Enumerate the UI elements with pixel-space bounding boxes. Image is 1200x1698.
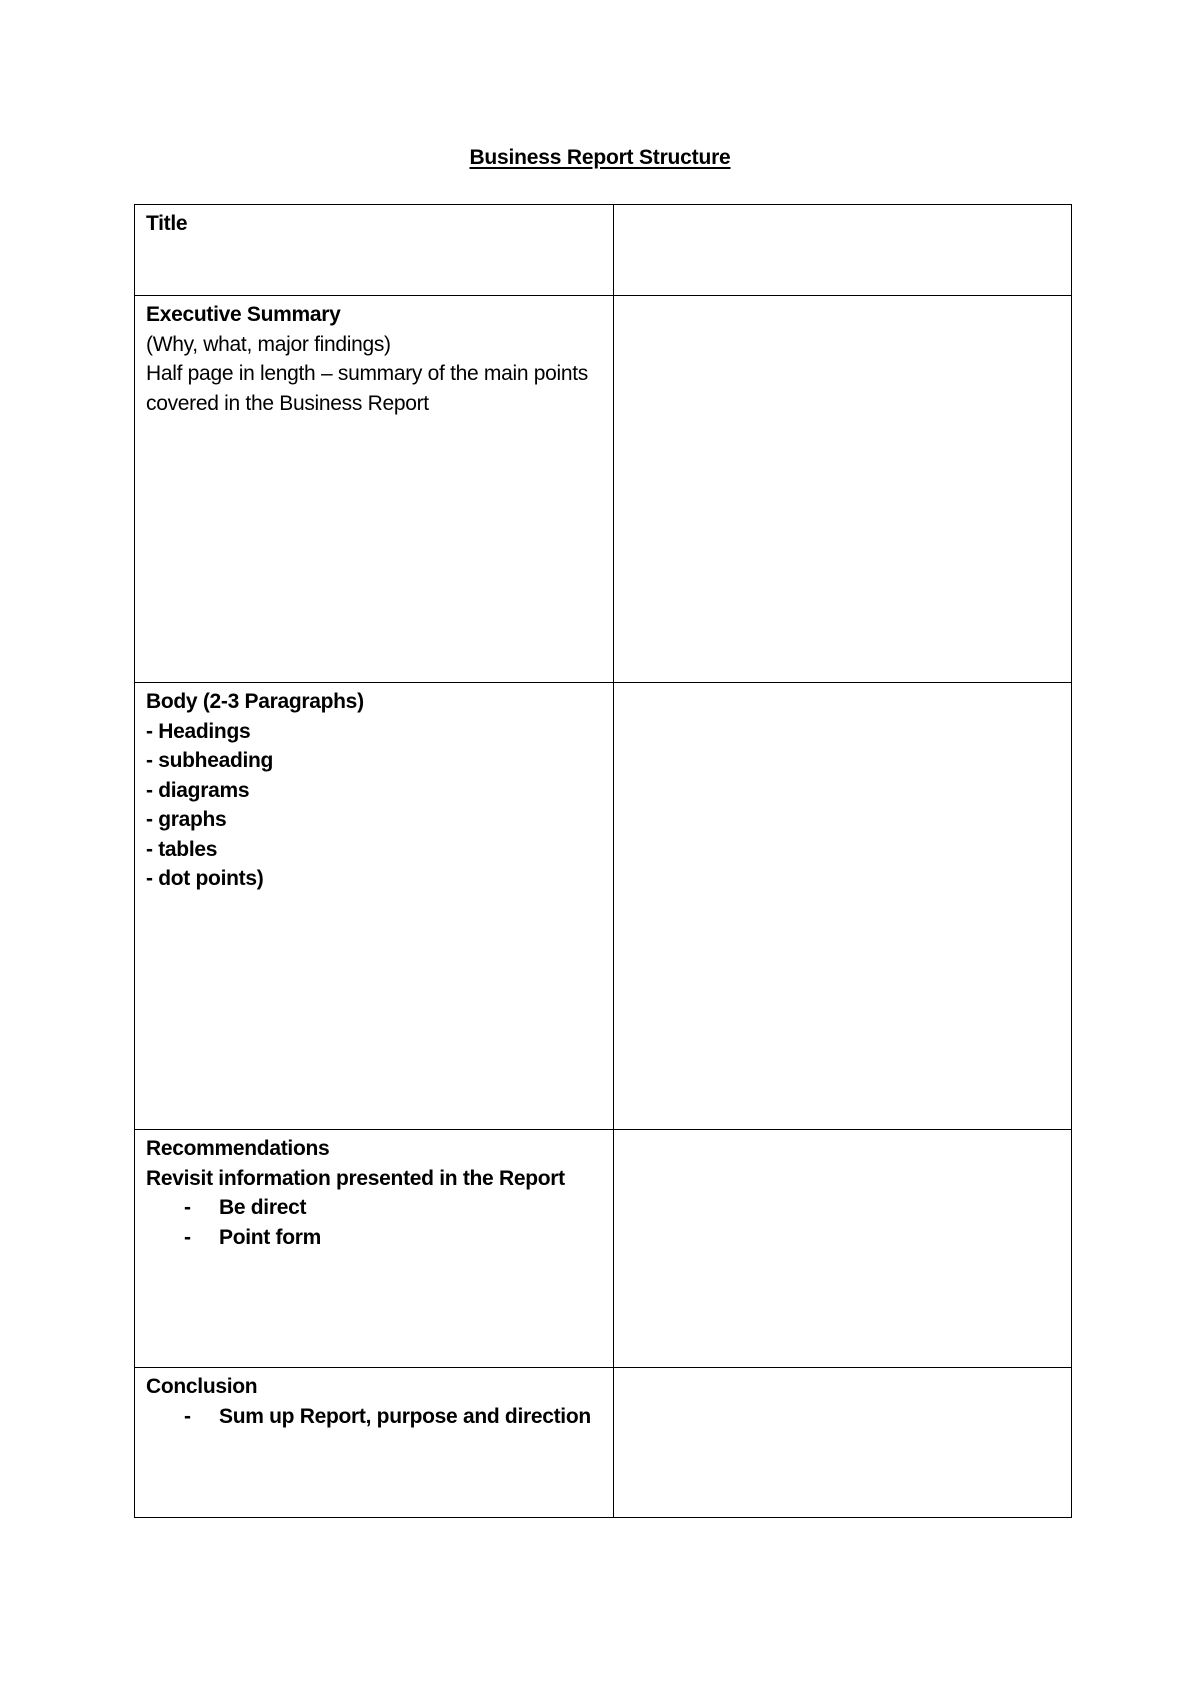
section-heading-body: Body (2-3 Paragraphs) <box>146 690 364 713</box>
section-heading-recommendations: Recommendations <box>146 1137 330 1160</box>
body-list-item: - subheading <box>146 749 274 772</box>
body-list-item: - graphs <box>146 808 227 831</box>
section-heading-executive-summary: Executive Summary <box>146 303 341 326</box>
value-cell-body[interactable] <box>614 683 1072 1130</box>
section-heading-conclusion: Conclusion <box>146 1375 258 1398</box>
bullet-marker: - <box>184 1225 191 1249</box>
body-list-item: - dot points) <box>146 867 264 890</box>
bullet-text: Sum up Report, purpose and direction <box>219 1404 591 1428</box>
body-list-item: - diagrams <box>146 778 250 802</box>
value-cell-title[interactable] <box>614 205 1072 296</box>
value-cell-recommendations[interactable] <box>614 1130 1072 1368</box>
recommendations-bullet <box>146 1193 603 1223</box>
table-row-body <box>135 683 1072 1130</box>
recommendations-intro: Revisit information presented in the Report <box>146 1166 565 1190</box>
report-structure-table <box>134 204 1072 1518</box>
table-row-recommendations <box>135 1130 1072 1368</box>
table-row-conclusion <box>135 1368 1072 1518</box>
table-row-title <box>135 205 1072 296</box>
conclusion-bullet <box>146 1402 603 1432</box>
bullet-text: Be direct <box>219 1196 307 1219</box>
section-heading-title: Title <box>146 212 188 235</box>
document-title: Business Report Structure <box>469 146 731 169</box>
recommendations-bullet <box>146 1223 603 1253</box>
label-cell-conclusion <box>135 1368 614 1518</box>
executive-summary-line: Half page in length – summary of the main points covered in the Business Report <box>146 362 594 415</box>
bullet-text: Point form <box>219 1225 321 1249</box>
bullet-marker: - <box>184 1196 191 1219</box>
label-cell-recommendations <box>135 1130 614 1368</box>
bullet-marker: - <box>184 1404 191 1428</box>
executive-summary-line: (Why, what, major findings) <box>146 332 391 356</box>
label-cell-title <box>135 205 614 296</box>
label-cell-body <box>135 683 614 1130</box>
body-list-item: - Headings <box>146 719 251 743</box>
label-cell-executive-summary <box>135 296 614 683</box>
value-cell-executive-summary[interactable] <box>614 296 1072 683</box>
value-cell-conclusion[interactable] <box>614 1368 1072 1518</box>
body-list-item: - tables <box>146 837 218 861</box>
table-row-executive-summary <box>135 296 1072 683</box>
